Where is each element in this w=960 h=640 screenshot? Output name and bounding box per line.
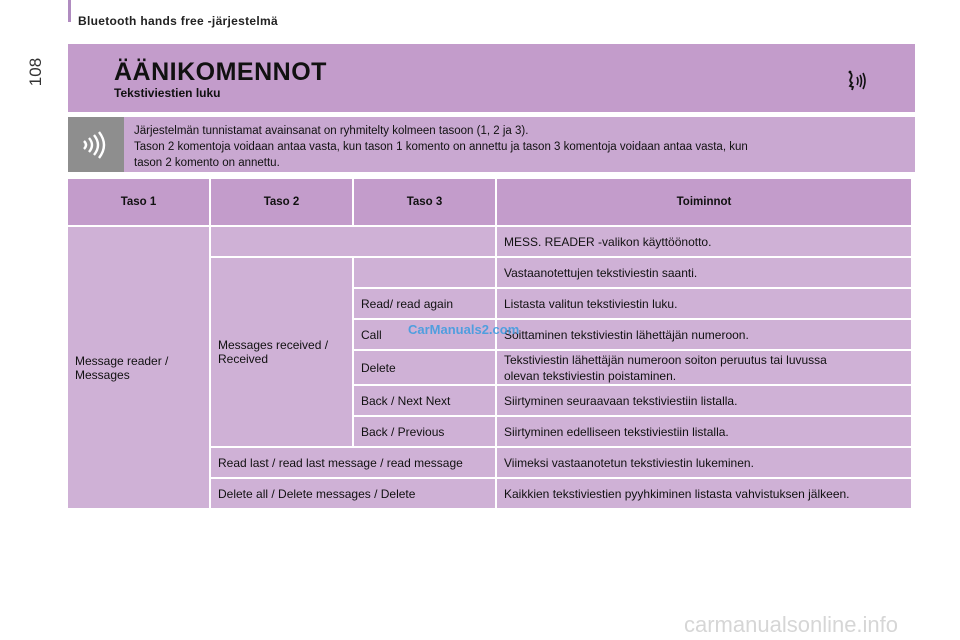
section-banner — [68, 44, 915, 112]
watermark-carmanualsonline: carmanualsonline.info — [684, 612, 899, 637]
header-toiminnot: Toiminnot — [497, 179, 911, 225]
banner-subtitle: Tekstiviestien luku — [114, 86, 221, 100]
header-taso2: Taso 2 — [211, 179, 352, 225]
header-taso3: Taso 3 — [354, 179, 495, 225]
level2-cell: Read last / read last message / read message — [211, 448, 495, 477]
action-cell: Viimeksi vastaanotetun tekstiviestin lukeminen. — [497, 448, 911, 477]
page-number: 108 — [26, 57, 46, 87]
watermark-carmanuals: CarManuals2.com — [408, 322, 520, 337]
level3-cell: Back / Previous — [354, 417, 495, 446]
action-cell: Siirtyminen edelliseen tekstiviestiin listalla. — [497, 417, 911, 446]
commands-table — [66, 177, 913, 510]
action-cell: Siirtyminen seuraavaan tekstiviestiin listalla. — [497, 386, 911, 415]
banner-title: ÄÄNIKOMENNOT — [114, 58, 327, 86]
level1-empty-cell — [211, 227, 495, 256]
level3-cell: Delete — [354, 351, 495, 384]
action-cell: MESS. READER -valikon käyttöönotto. — [497, 227, 911, 256]
action-cell: Vastaanotettujen tekstiviestin saanti. — [497, 258, 911, 287]
level1-cell: Message reader / Messages — [68, 227, 209, 508]
info-line: tason 2 komento on annettu. — [134, 157, 280, 169]
level3-cell: Read/ read again — [354, 289, 495, 318]
action-cell: Kaikkien tekstiviestien pyyhkiminen listasta vahvistuksen jälkeen. — [497, 479, 911, 508]
sound-waves-icon — [68, 117, 124, 172]
level3-cell: Back / Next Next — [354, 386, 495, 415]
section-header: Bluetooth hands free -järjestelmä — [78, 14, 278, 28]
info-line: Järjestelmän tunnistamat avainsanat on ryhmitelty kolmeen tasoon (1, 2 ja 3). — [134, 125, 529, 137]
voice-command-icon — [843, 68, 869, 94]
level3-cell: Call — [354, 320, 495, 349]
action-cell: Soittaminen tekstiviestin lähettäjän numeroon. — [497, 320, 911, 349]
info-box — [68, 117, 915, 172]
action-cell: Tekstiviestin lähettäjän numeroon soiton peruutus tai luvussa olevan tekstiviestin poistaminen. — [497, 351, 911, 384]
info-line: Tason 2 komentoja voidaan antaa vasta, kun tason 1 komento on annettu ja tason 3 komentoja voidaan antaa vasta, kun — [134, 141, 748, 153]
level2-cell: Messages received / Received — [211, 258, 352, 446]
header-taso1: Taso 1 — [68, 179, 209, 225]
header-accent-bar — [68, 0, 71, 22]
action-cell: Listasta valitun tekstiviestin luku. — [497, 289, 911, 318]
info-text — [134, 123, 904, 171]
table-row — [68, 227, 911, 256]
table-header-row — [68, 179, 911, 225]
level3-empty-cell — [354, 258, 495, 287]
level2-cell: Delete all / Delete messages / Delete — [211, 479, 495, 508]
